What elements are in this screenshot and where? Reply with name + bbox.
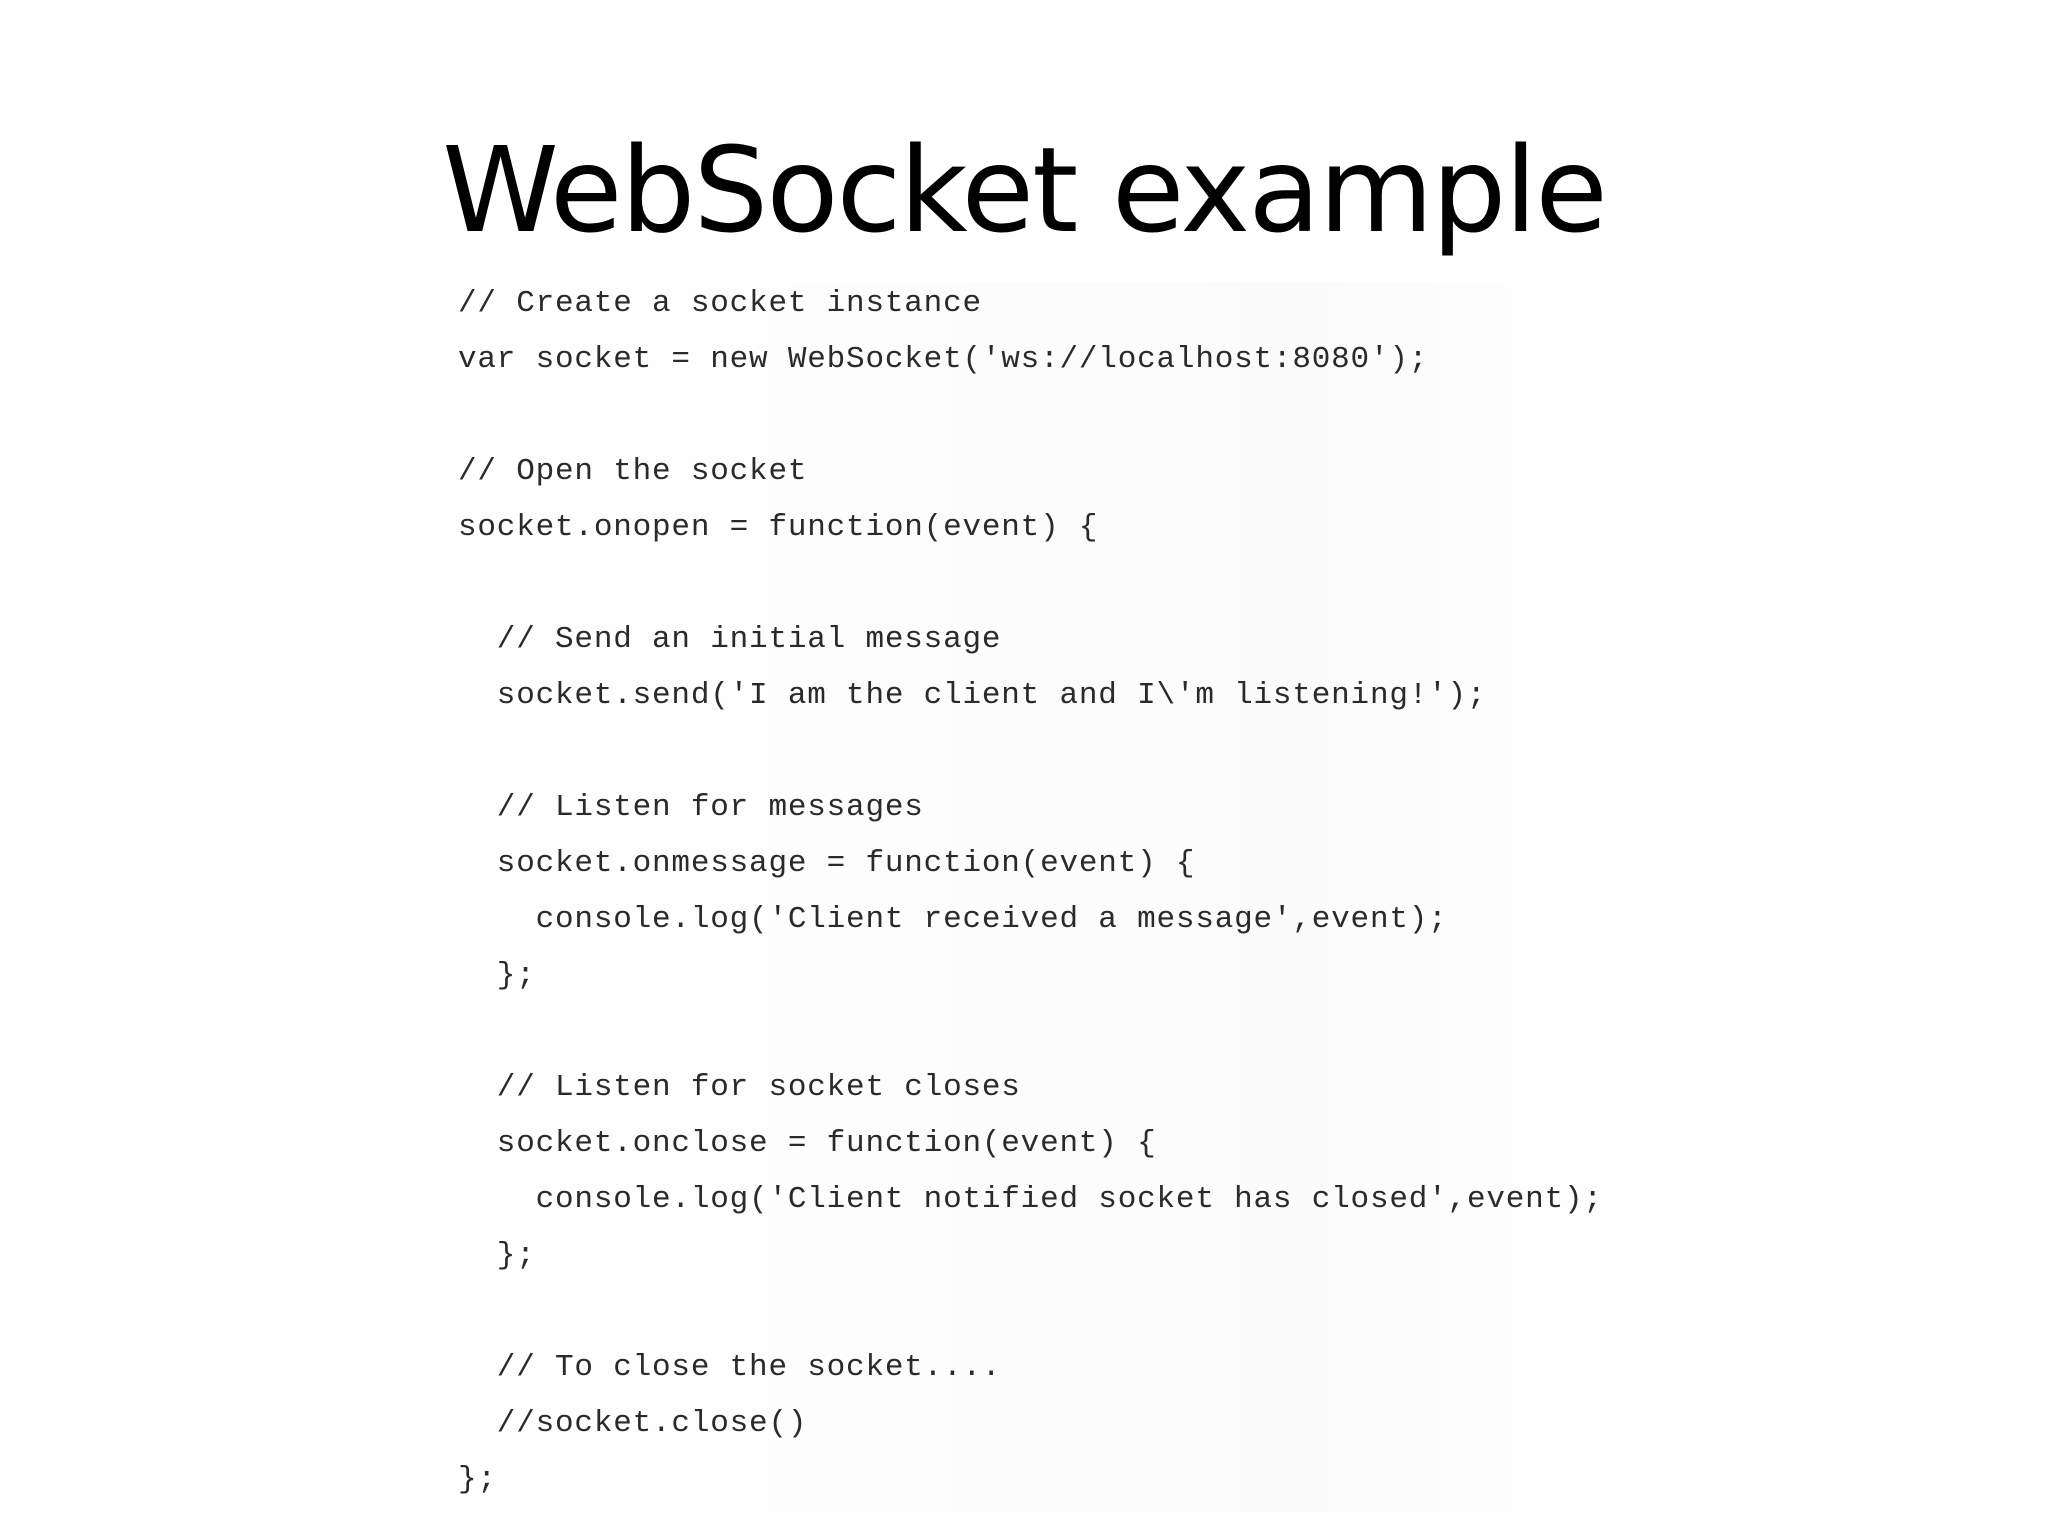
code-line-comment-open: // Open the socket: [458, 454, 808, 489]
code-line-comment-send: // Send an initial message: [458, 622, 1002, 657]
code-line-comment-create: // Create a socket instance: [458, 286, 982, 321]
code-line-onopen-handler: socket.onopen = function(event) {: [458, 510, 1099, 545]
code-line-send-message: socket.send('I am the client and I\'m listening!');: [458, 678, 1487, 713]
code-line-close-brace: };: [458, 1238, 536, 1273]
code-line-onclose-handler: socket.onclose = function(event) {: [458, 1126, 1157, 1161]
code-line-onmessage-handler: socket.onmessage = function(event) {: [458, 846, 1196, 881]
slide-title: WebSocket example: [442, 121, 1606, 259]
code-line-comment-close-socket: // To close the socket....: [458, 1350, 1002, 1385]
code-line-final-brace: };: [458, 1462, 497, 1497]
code-line-socket-declaration: var socket = new WebSocket('ws://localhost:8080');: [458, 342, 1429, 377]
code-line-log-received: console.log('Client received a message',event);: [458, 902, 1448, 937]
code-line-commented-close-call: //socket.close(): [458, 1406, 808, 1441]
code-line-comment-listen-messages: // Listen for messages: [458, 790, 924, 825]
code-line-comment-listen-closes: // Listen for socket closes: [458, 1070, 1021, 1105]
code-line-close-brace: };: [458, 958, 536, 993]
code-line-log-closed: console.log('Client notified socket has closed',event);: [458, 1182, 1603, 1217]
code-block: [440, 282, 1640, 1512]
